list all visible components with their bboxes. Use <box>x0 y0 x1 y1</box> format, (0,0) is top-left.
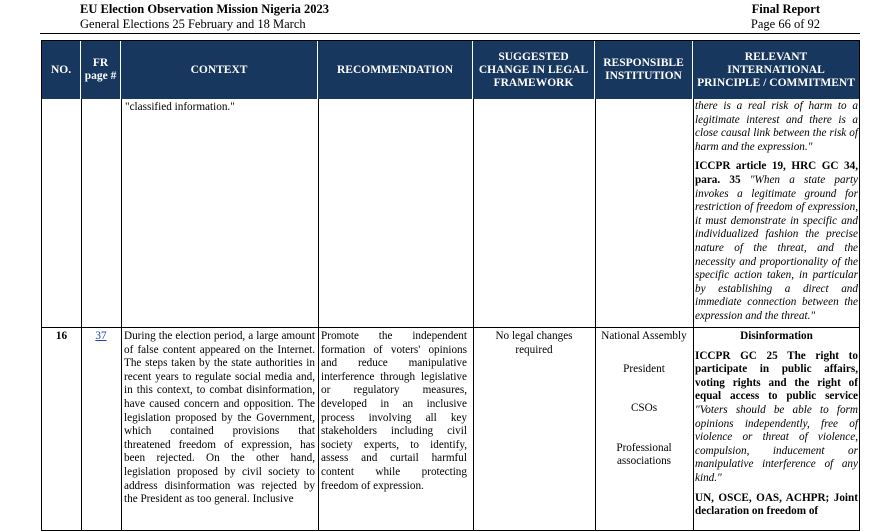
recommendations-table <box>41 40 860 531</box>
principle-continuation: there is a real risk of harm to a legitimate interest and there is a close causal link between the risk of harm and the expression." <box>695 100 858 153</box>
institution-president: President <box>623 362 665 375</box>
col-fr-header: FR page # <box>81 41 121 99</box>
principle-iccpr-19 <box>695 160 858 323</box>
institution-national-assembly: National Assembly <box>601 330 687 342</box>
page-number: Page 66 of 92 <box>750 17 820 31</box>
grid-line <box>81 99 82 530</box>
page-header-right <box>751 2 820 32</box>
col-context-header: CONTEXT <box>121 41 318 99</box>
col-responsible-header: RESPONSIBLE INSTITUTION <box>595 41 693 99</box>
grid-line <box>318 99 319 530</box>
prev-row-principle <box>695 100 858 324</box>
grid-line <box>121 99 122 530</box>
col-no-header: NO. <box>42 41 81 99</box>
row-divider <box>42 327 859 328</box>
table-header <box>42 41 859 99</box>
row-context: During the election period, a large amount of false content appeared on the Internet. The steps taken by the state authorities in recent years to regulate social media and, in this context, to combat disinformation, have caused concern and opposition. The legislation proposed by the Government, which contained provisions that threatened freedom of expression, has been rejected. On the other hand, legislation proposed by civil society to address disinformation was rejected by the President as too general. Inclusive <box>124 330 315 506</box>
institution-professional-associations: Professional associations <box>616 441 672 468</box>
row-suggested-change: No legal changes required <box>495 330 573 356</box>
row-number: 16 <box>55 330 68 342</box>
elections-subtitle: General Elections 25 February and 18 March <box>80 17 306 31</box>
grid-line <box>693 99 694 530</box>
principle-text: "When a state party invokes a legitimate ground for restriction of freedom of expression, it must demonstrate in specific and individualized fashion the precise nature of the threat, and the necessity and proportionality of the specific action taken, in particular by establishing a direct and immediate connection between the expression and the threat." <box>695 173 859 322</box>
principle-iccpr-gc25 <box>695 350 858 486</box>
col-recommendation-header: RECOMMENDATION <box>318 41 473 99</box>
col-relevant-header: RELEVANT INTERNATIONAL PRINCIPLE / COMMITMENT <box>697 50 855 89</box>
institution-csos: CSOs <box>630 402 658 415</box>
page-header-left <box>80 2 329 32</box>
report-label: Final Report <box>751 2 820 16</box>
principle-heading: Disinformation <box>740 330 813 342</box>
header-rule <box>40 33 860 34</box>
fr-page-link-text[interactable]: 37 <box>95 330 107 342</box>
principle-joint-declaration: UN, OSCE, OAS, ACHPR; Joint declaration on freedom of <box>695 491 858 518</box>
col-suggested-header: SUGGESTED CHANGE IN LEGAL FRAMEWORK <box>473 41 595 99</box>
row-institutions <box>598 330 690 469</box>
principle-title: ICCPR GC 25 The right to participate in public affairs, voting rights and the right of equal access to public service <box>695 349 858 403</box>
row-principles <box>695 330 858 519</box>
mission-title: EU Election Observation Mission Nigeria 2023 <box>80 2 329 16</box>
grid-line <box>473 99 474 530</box>
prev-row-context: "classified information." <box>125 101 235 113</box>
row-recommendation: Promote the independent formation of voters' opinions and reduce manipulative interference through legislative or regulatory measures, developed in an inclusive process involving all key stakeholders including civil society experts, to identify, assess and curtail harmful content while protecting freedom of expression. <box>321 330 467 492</box>
principle-title: ICCPR article 19, HRC GC 34, para. 35 <box>695 160 858 186</box>
grid-line <box>595 99 596 530</box>
principle-text: "Voters should be able to form opinions independently, free of violence or threat of violence, compulsion, inducement or manipulative interference of any kind." <box>695 403 858 484</box>
fr-page-link[interactable] <box>81 330 121 344</box>
